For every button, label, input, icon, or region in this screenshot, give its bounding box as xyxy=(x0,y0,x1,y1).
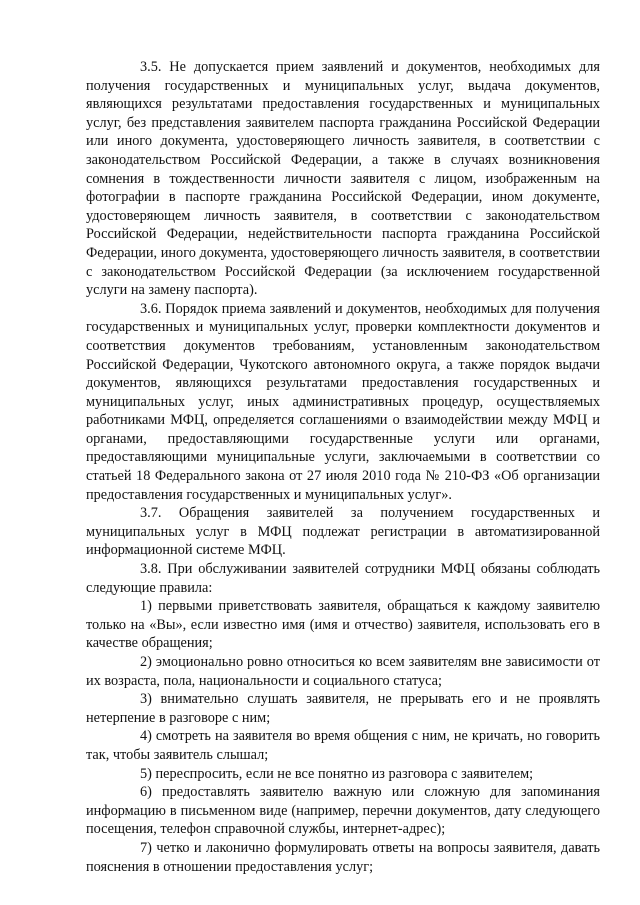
rule-item-4: 4) смотреть на заявителя во время общения с ним, не кричать, но говорить так, чтобы заявитель слышал; xyxy=(86,728,600,763)
paragraph-3-6: 3.6. Порядок приема заявлений и документов, необходимых для получения государственных и муниципальных услуг, проверки комплектности документов и соответствия документов требованиям, установленным законодательством Российской Федерации, Чукотского автономного округа, а также порядок выдачи документов, являющихся результатами предоставления государственных и муниципальных услуг, иных административных процедур, осуществляемых работниками МФЦ, определяется соглашениями о взаимодействии между МФЦ и органами, предоставляющими государственные услуги или органами, предоставляющими муниципальные услуги, заключаемыми в соответствии со статьей 18 Федерального закона от 27 июля 2010 года № 210-ФЗ «Об организации предоставления государственных и муниципальных услуг». xyxy=(86,300,600,503)
document-page xyxy=(86,58,600,876)
rule-item-1: 1) первыми приветствовать заявителя, обращаться к каждому заявителю только на «Вы», если известно имя (имя и отчество) заявителя, использовать его в качестве обращения; xyxy=(86,598,600,652)
paragraph-3-5: 3.5. Не допускается прием заявлений и документов, необходимых для получения государственных и муниципальных услуг, выдача документов, являющихся результатами предоставления государственных и муниципальных услуг, без представления заявителем паспорта гражданина Российской Федерации или иного документа, удостоверяющего личность заявителя, в соответствии с законодательством Российской Федерации, а также в случаях возникновения сомнения в тождественности личности заявителя с лицом, изображенным на фотографии в паспорте гражданина Российской Федерации, ином документе, удостоверяющем личность заявителя, в соответствии с законодательством Российской Федерации, недействительности паспорта гражданина Российской Федерации, иного документа, удостоверяющего личность заявителя, в соответствии с законодательством Российской Федерации (за исключением государственной услуги на замену паспорта). xyxy=(86,59,600,299)
paragraph-3-7: 3.7. Обращения заявителей за получением государственных и муниципальных услуг в МФЦ подлежат регистрации в автоматизированной информационной системе МФЦ. xyxy=(86,505,600,559)
paragraph-3-8: 3.8. При обслуживании заявителей сотрудники МФЦ обязаны соблюдать следующие правила: xyxy=(86,561,600,596)
rule-item-6: 6) предоставлять заявителю важную или сложную для запоминания информацию в письменном виде (например, перечни документов, дату следующего посещения, телефон справочной службы, интернет-адрес); xyxy=(86,784,600,838)
rule-item-7: 7) четко и лаконично формулировать ответы на вопросы заявителя, давать пояснения в отношении предоставления услуг; xyxy=(86,839,600,875)
rule-item-5: 5) переспросить, если не все понятно из разговора с заявителем; xyxy=(140,765,534,782)
rule-item-2: 2) эмоционально ровно относиться ко всем заявителям вне зависимости от их возраста, пола, национальности и социального статуса; xyxy=(86,654,600,689)
rule-item-3: 3) внимательно слушать заявителя, не прерывать его и не проявлять нетерпение в разговоре с ним; xyxy=(86,691,600,726)
